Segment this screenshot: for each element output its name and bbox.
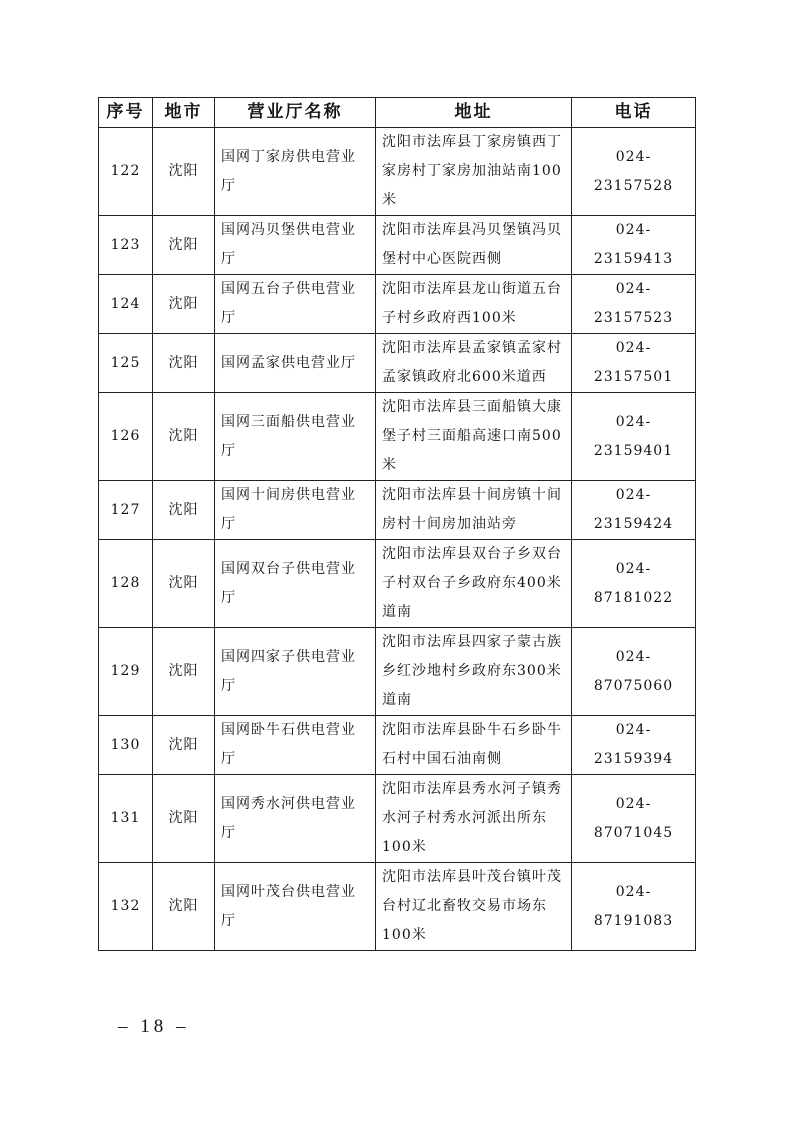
cell-phone: 024-87181022 [572,540,696,628]
table-row [99,275,696,334]
cell-phone: 024-23159394 [572,716,696,775]
cell-address: 沈阳市法库县冯贝堡镇冯贝堡村中心医院西侧 [376,216,572,275]
cell-no: 128 [99,540,153,628]
cell-address: 沈阳市法库县孟家镇孟家村孟家镇政府北600米道西 [376,334,572,393]
cell-no: 124 [99,275,153,334]
cell-no: 126 [99,393,153,481]
cell-city: 沈阳 [153,275,215,334]
table-row [99,540,696,628]
cell-city: 沈阳 [153,628,215,716]
cell-address: 沈阳市法库县叶茂台镇叶茂台村辽北畜牧交易市场东100米 [376,863,572,951]
cell-name: 国网叶茂台供电营业厅 [215,863,376,951]
cell-city: 沈阳 [153,716,215,775]
table-row [99,216,696,275]
header-address: 地址 [376,98,572,128]
cell-no: 130 [99,716,153,775]
cell-name: 国网孟家供电营业厅 [215,334,376,393]
header-phone: 电话 [572,98,696,128]
header-city: 地市 [153,98,215,128]
cell-name: 国网卧牛石供电营业厅 [215,716,376,775]
cell-no: 131 [99,775,153,863]
cell-city: 沈阳 [153,481,215,540]
table-row [99,128,696,216]
cell-address: 沈阳市法库县龙山街道五台子村乡政府西100米 [376,275,572,334]
header-no: 序号 [99,98,153,128]
cell-address: 沈阳市法库县双台子乡双台子村双台子乡政府东400米道南 [376,540,572,628]
table-header-row [99,98,696,128]
cell-address: 沈阳市法库县卧牛石乡卧牛石村中国石油南侧 [376,716,572,775]
table-row [99,334,696,393]
cell-no: 127 [99,481,153,540]
cell-city: 沈阳 [153,540,215,628]
table-row [99,716,696,775]
cell-name: 国网双台子供电营业厅 [215,540,376,628]
cell-name: 国网五台子供电营业厅 [215,275,376,334]
cell-phone: 024-23159413 [572,216,696,275]
cell-phone: 024-23159424 [572,481,696,540]
cell-address: 沈阳市法库县十间房镇十间房村十间房加油站旁 [376,481,572,540]
cell-phone: 024-23157501 [572,334,696,393]
cell-no: 122 [99,128,153,216]
cell-address: 沈阳市法库县三面船镇大康堡子村三面船高速口南500米 [376,393,572,481]
cell-phone: 024-87075060 [572,628,696,716]
table-row [99,863,696,951]
cell-city: 沈阳 [153,334,215,393]
cell-city: 沈阳 [153,128,215,216]
cell-city: 沈阳 [153,775,215,863]
cell-name: 国网秀水河供电营业厅 [215,775,376,863]
cell-city: 沈阳 [153,393,215,481]
table-row [99,775,696,863]
cell-phone: 024-87191083 [572,863,696,951]
service-hall-table [98,97,696,951]
cell-no: 132 [99,863,153,951]
cell-phone: 024-23157528 [572,128,696,216]
cell-phone: 024-23159401 [572,393,696,481]
table-row [99,628,696,716]
table-row [99,393,696,481]
cell-city: 沈阳 [153,216,215,275]
cell-no: 129 [99,628,153,716]
cell-phone: 024-23157523 [572,275,696,334]
header-name: 营业厅名称 [215,98,376,128]
cell-no: 125 [99,334,153,393]
cell-phone: 024-87071045 [572,775,696,863]
cell-address: 沈阳市法库县丁家房镇西丁家房村丁家房加油站南100米 [376,128,572,216]
cell-name: 国网十间房供电营业厅 [215,481,376,540]
cell-address: 沈阳市法库县秀水河子镇秀水河子村秀水河派出所东100米 [376,775,572,863]
cell-name: 国网四家子供电营业厅 [215,628,376,716]
cell-name: 国网冯贝堡供电营业厅 [215,216,376,275]
table-row [99,481,696,540]
cell-city: 沈阳 [153,863,215,951]
cell-no: 123 [99,216,153,275]
cell-name: 国网三面船供电营业厅 [215,393,376,481]
page-number: – 18 – [118,1016,190,1037]
cell-address: 沈阳市法库县四家子蒙古族乡红沙地村乡政府东300米道南 [376,628,572,716]
cell-name: 国网丁家房供电营业厅 [215,128,376,216]
